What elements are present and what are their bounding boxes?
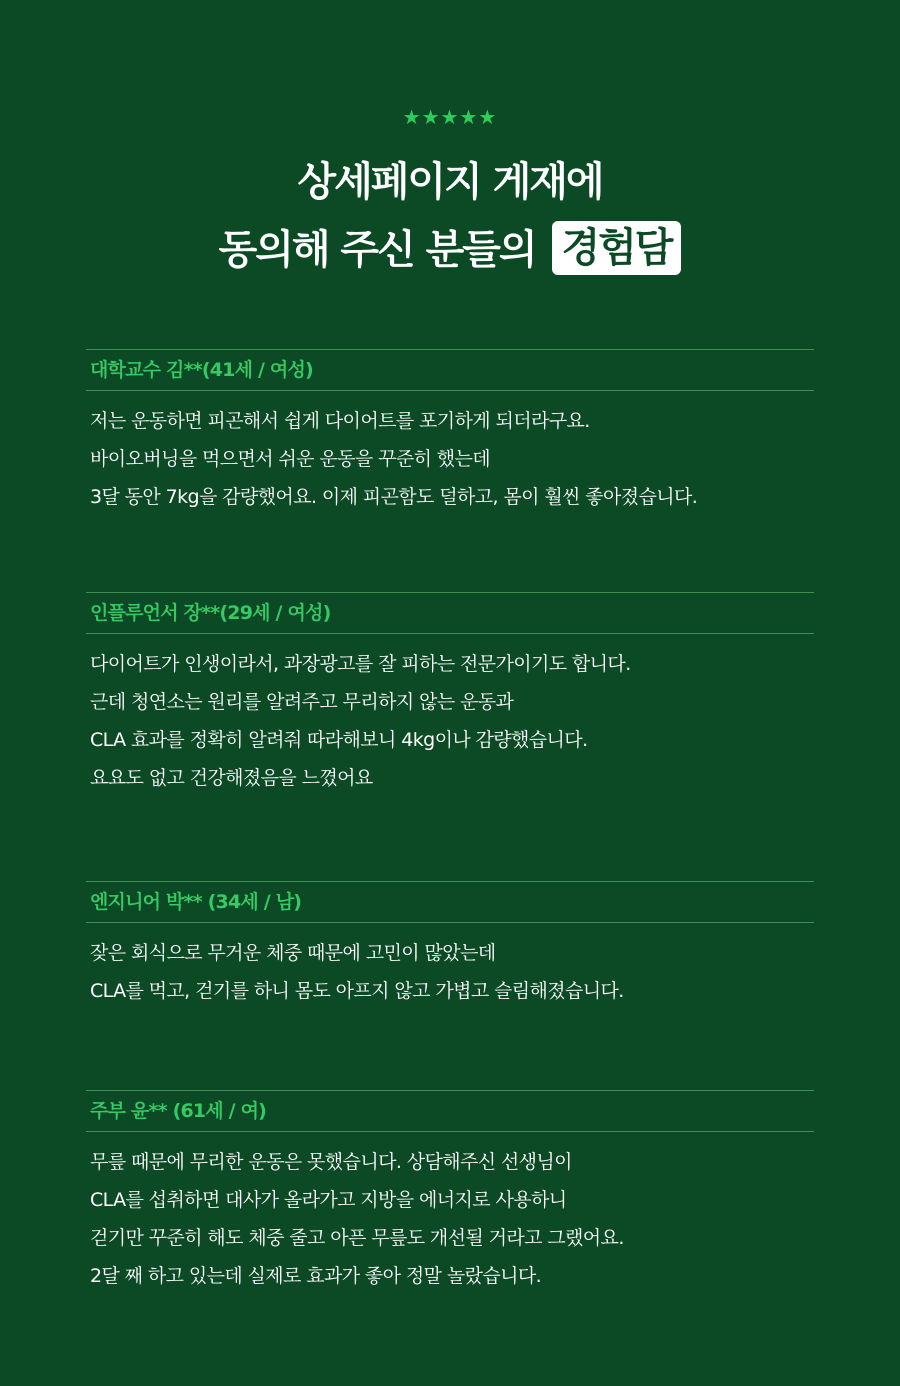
review-author: 주부 윤** (61세 / 여): [86, 1090, 814, 1132]
review-author: 인플루언서 장**(29세 / 여성): [86, 592, 814, 634]
review-line: 3달 동안 7kg을 감량했어요. 이제 피곤함도 덜하고, 몸이 훨씬 좋아졌습니다.: [90, 486, 698, 508]
title-line-1: 상세페이지 게재에: [297, 159, 603, 205]
review-text: [86, 923, 814, 1010]
review-author: 엔지니어 박** (34세 / 남): [86, 881, 814, 923]
title-line-2-text: 동의해 주신 분들의: [218, 227, 536, 273]
review-line: CLA를 먹고, 걷기를 하니 몸도 아프지 않고 가볍고 슬림해졌습니다.: [90, 980, 624, 1002]
review-card-1: [86, 349, 814, 516]
review-line: 잦은 회식으로 무거운 체중 때문에 고민이 많았는데: [90, 942, 496, 964]
review-author: 대학교수 김**(41세 / 여성): [86, 349, 814, 391]
title-line-2: [0, 216, 900, 284]
review-line: CLA를 섭취하면 대사가 올라가고 지방을 에너지로 사용하니: [90, 1189, 567, 1211]
review-line: 바이오버닝을 먹으면서 쉬운 운동을 꾸준히 했는데: [90, 448, 491, 470]
review-line: CLA 효과를 정확히 알려줘 따라해보니 4kg이나 감량했습니다.: [90, 729, 588, 751]
review-line: 무릎 때문에 무리한 운동은 못했습니다. 상담해주신 선생님이: [90, 1151, 572, 1173]
review-card-3: [86, 881, 814, 1010]
page-title: [0, 148, 900, 284]
review-line: 저는 운동하면 피곤해서 쉽게 다이어트를 포기하게 되더라구요.: [90, 410, 590, 432]
rating-stars: ★★★★★: [402, 105, 498, 129]
review-card-2: [86, 592, 814, 797]
review-line: 2달 째 하고 있는데 실제로 효과가 좋아 정말 놀랐습니다.: [90, 1265, 542, 1287]
review-text: [86, 634, 814, 797]
review-text: [86, 1132, 814, 1295]
review-line: 근데 청연소는 원리를 알려주고 무리하지 않는 운동과: [90, 691, 514, 713]
review-line: 걷기만 꾸준히 해도 체중 줄고 아픈 무릎도 개선될 거라고 그랬어요.: [90, 1227, 624, 1249]
review-card-4: [86, 1090, 814, 1295]
review-line: 요요도 없고 건강해졌음을 느꼈어요: [90, 767, 373, 789]
title-highlight-badge: 경험담: [552, 221, 682, 275]
review-text: [86, 391, 814, 516]
review-line: 다이어트가 인생이라서, 과장광고를 잘 피하는 전문가이기도 합니다.: [90, 653, 631, 675]
